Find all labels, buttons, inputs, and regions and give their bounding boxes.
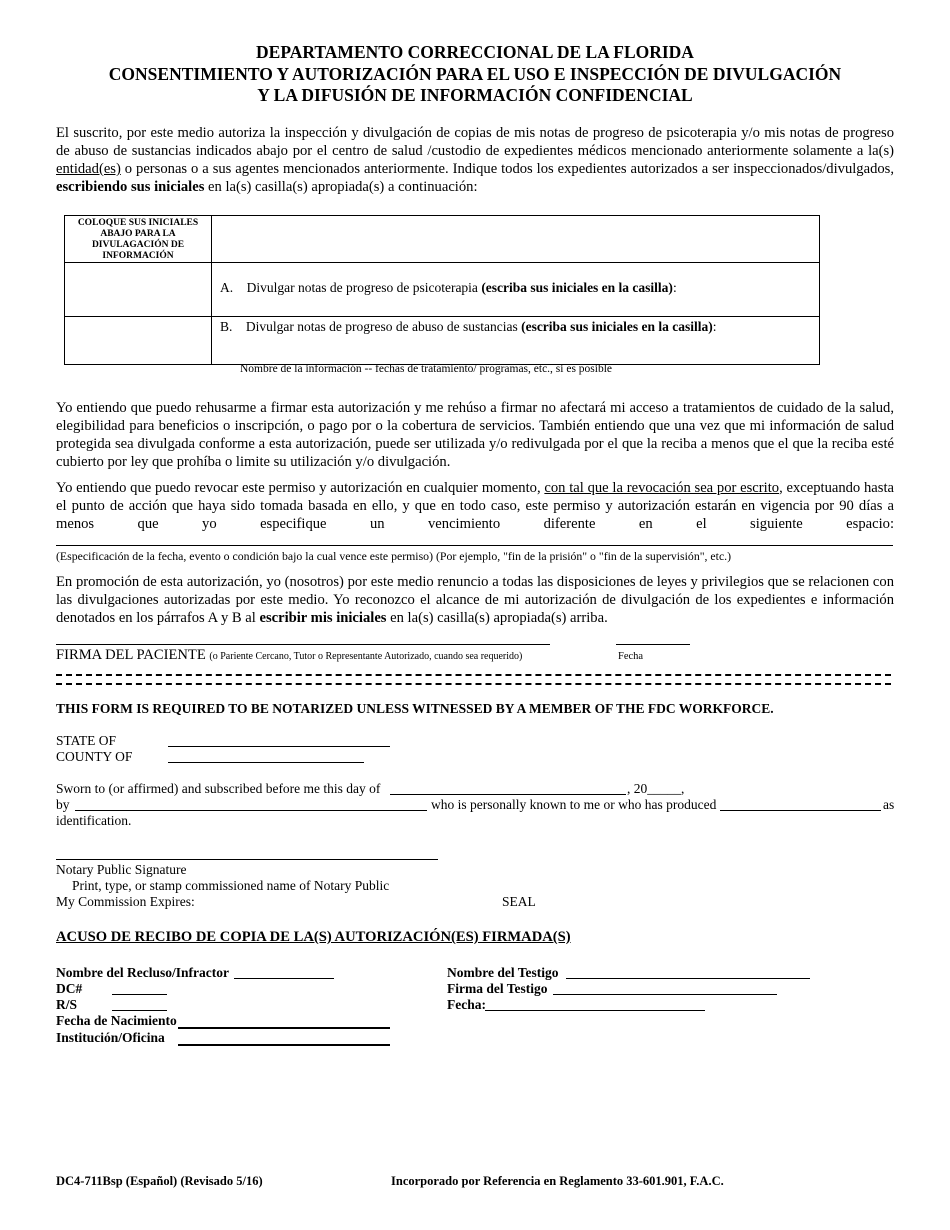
receipt-date-field[interactable]: [485, 1010, 705, 1011]
witness-signature-label: Firma del Testigo: [447, 981, 548, 996]
seal-label: SEAL: [502, 894, 536, 909]
sworn-day-field[interactable]: [390, 794, 626, 795]
dc-label: DC#: [56, 981, 83, 996]
row-b: B. Divulgar notas de progreso de abuso de sustancias (escriba sus iniciales en la casilla):: [212, 317, 820, 365]
intro-paragraph: El suscrito, por este medio autoriza la inspección y divulgación de copias de mis notas de progreso de psicoterapia y/o mis notas de progreso de abuso de sustancias indicados abajo por el centro de salud /custodio de expedientes médicos mencionado anteriormente solamente a la(s) entidad(es) o personas o a sus agentes mencionados anteriormente. Indique todos los expedientes autorizados a ser inspeccionados/divulgados, escribiendo sus iniciales en la(s) casilla(s) apropiada(s) a continuación:: [56, 125, 894, 195]
institution-label: Institución/Oficina: [56, 1030, 165, 1045]
expiry-line[interactable]: [56, 545, 893, 546]
receipt-date-label: Fecha:: [447, 997, 486, 1012]
rs-label: R/S: [56, 997, 78, 1012]
by-name-field[interactable]: [75, 810, 427, 811]
rs-field[interactable]: [112, 1010, 167, 1011]
notary-print-label: Print, type, or stamp commissioned name of Notary Public: [72, 878, 390, 893]
consent-table: [64, 215, 820, 365]
state-label: STATE OF: [56, 733, 117, 748]
incorporated-reference: Incorporado por Referencia en Reglamento 33-601.901, F.A.C.: [391, 1174, 724, 1188]
state-field[interactable]: [168, 746, 390, 747]
title-line-1: DEPARTAMENTO CORRECCIONAL DE LA FLORIDA: [256, 42, 694, 62]
notary-signature-label: Notary Public Signature: [56, 862, 187, 877]
dob-field[interactable]: [178, 1027, 390, 1029]
section-divider: [56, 674, 891, 685]
notary-signature-line[interactable]: [56, 859, 438, 860]
identification-field[interactable]: [720, 810, 881, 811]
dc-field[interactable]: [112, 994, 167, 995]
patient-signature-label: FIRMA DEL PACIENTE (o Pariente Cercano, Tutor o Representante Autorizado, cuando sea requerido): [56, 647, 523, 663]
table-caption: Nombre de la información -- fechas de tratamiento/ programas, etc., si es posible: [240, 363, 613, 375]
commission-expires-label: My Commission Expires:: [56, 894, 195, 909]
as-label: as: [883, 797, 895, 812]
inmate-name-field[interactable]: [234, 978, 334, 979]
expiry-note: (Especificación de la fecha, evento o condición bajo la cual vence este permiso) (Por ejemplo, "fin de la prisión" o "fin de la supervisión", etc.): [56, 549, 732, 563]
identification-label: identification.: [56, 813, 132, 828]
known-text: who is personally known to me or who has produced: [431, 797, 717, 812]
row-a: A. Divulgar notas de progreso de psicoterapia (escriba sus iniciales en la casilla):: [212, 263, 820, 317]
table-header-blank: [212, 216, 820, 263]
patient-date-line[interactable]: [616, 644, 690, 645]
inmate-name-label: Nombre del Recluso/Infractor: [56, 965, 229, 980]
witness-signature-field[interactable]: [553, 994, 777, 995]
receipt-title: ACUSO DE RECIBO DE COPIA DE LA(S) AUTORIZACIÓN(ES) FIRMADA(S): [56, 929, 571, 945]
notary-required-notice: THIS FORM IS REQUIRED TO BE NOTARIZED UNLESS WITNESSED BY A MEMBER OF THE FDC WORKFORCE.: [56, 701, 774, 716]
sworn-year: , 20_____,: [627, 781, 685, 796]
initials-header: COLOQUE SUS INICIALES ABAJO PARA LA DIVULAGACIÓN DE INFORMACIÓN: [65, 216, 212, 263]
institution-field[interactable]: [178, 1044, 390, 1046]
form-number: DC4-711Bsp (Español) (Revisado 5/16): [56, 1174, 263, 1188]
initials-box-b[interactable]: [65, 317, 212, 365]
by-label: by: [56, 797, 70, 812]
patient-date-label: Fecha: [618, 651, 644, 662]
title-line-3: Y LA DIFUSIÓN DE INFORMACIÓN CONFIDENCIAL: [257, 85, 693, 105]
initials-box-a[interactable]: [65, 263, 212, 317]
dob-label: Fecha de Nacimiento: [56, 1013, 177, 1028]
county-field[interactable]: [168, 762, 364, 763]
sworn-text: Sworn to (or affirmed) and subscribed before me this day of: [56, 781, 381, 796]
page-title: [0, 42, 950, 107]
patient-signature-line[interactable]: [56, 644, 550, 645]
revocation-paragraph: Yo entiendo que puedo revocar este permiso y autorización en cualquier momento, con tal que la revocación sea por escrito, exceptuando hasta el punto de acción que haya sido tomada basada en ello, y que en todo caso, este permiso y autorización estarán en vigencia por 90 días a menos que yo especifique un vencimiento diferente en el siguiente espacio:: [56, 480, 894, 532]
title-line-2: CONSENTIMIENTO Y AUTORIZACIÓN PARA EL USO E INSPECCIÓN DE DIVULGACIÓN: [108, 63, 842, 84]
witness-name-field[interactable]: [566, 978, 810, 979]
refusal-paragraph: Yo entiendo que puedo rehusarme a firmar esta autorización y me rehúso a firmar no afectará mi acceso a tratamientos de cuidado de la salud, elegibilidad para beneficios o inscripción, o pago por o la cobertura de servicios. También entiendo que una vez que mi información de salud protegida sea divulgada conforme a esta autorización, puede ser utilizada y/o redivulgada por el que la reciba a menos que el que la reciba esté cubierto por ley que prohíba o limite su utilización y/o divulgación.: [56, 400, 894, 470]
waiver-paragraph: En promoción de esta autorización, yo (nosotros) por este medio renuncio a todas las disposiciones de leyes y privilegios que se relacionen con las divulgaciones autorizadas por este medio. Yo reconozco el alcance de mi autorización de divulgación de los expedientes e información denotados en los párrafos A y B al escribir mis iniciales en la(s) casilla(s) apropiada(s) arriba.: [56, 574, 894, 626]
entities-underlined: entidad(es): [56, 161, 121, 177]
witness-name-label: Nombre del Testigo: [447, 965, 559, 980]
county-label: COUNTY OF: [56, 749, 133, 764]
